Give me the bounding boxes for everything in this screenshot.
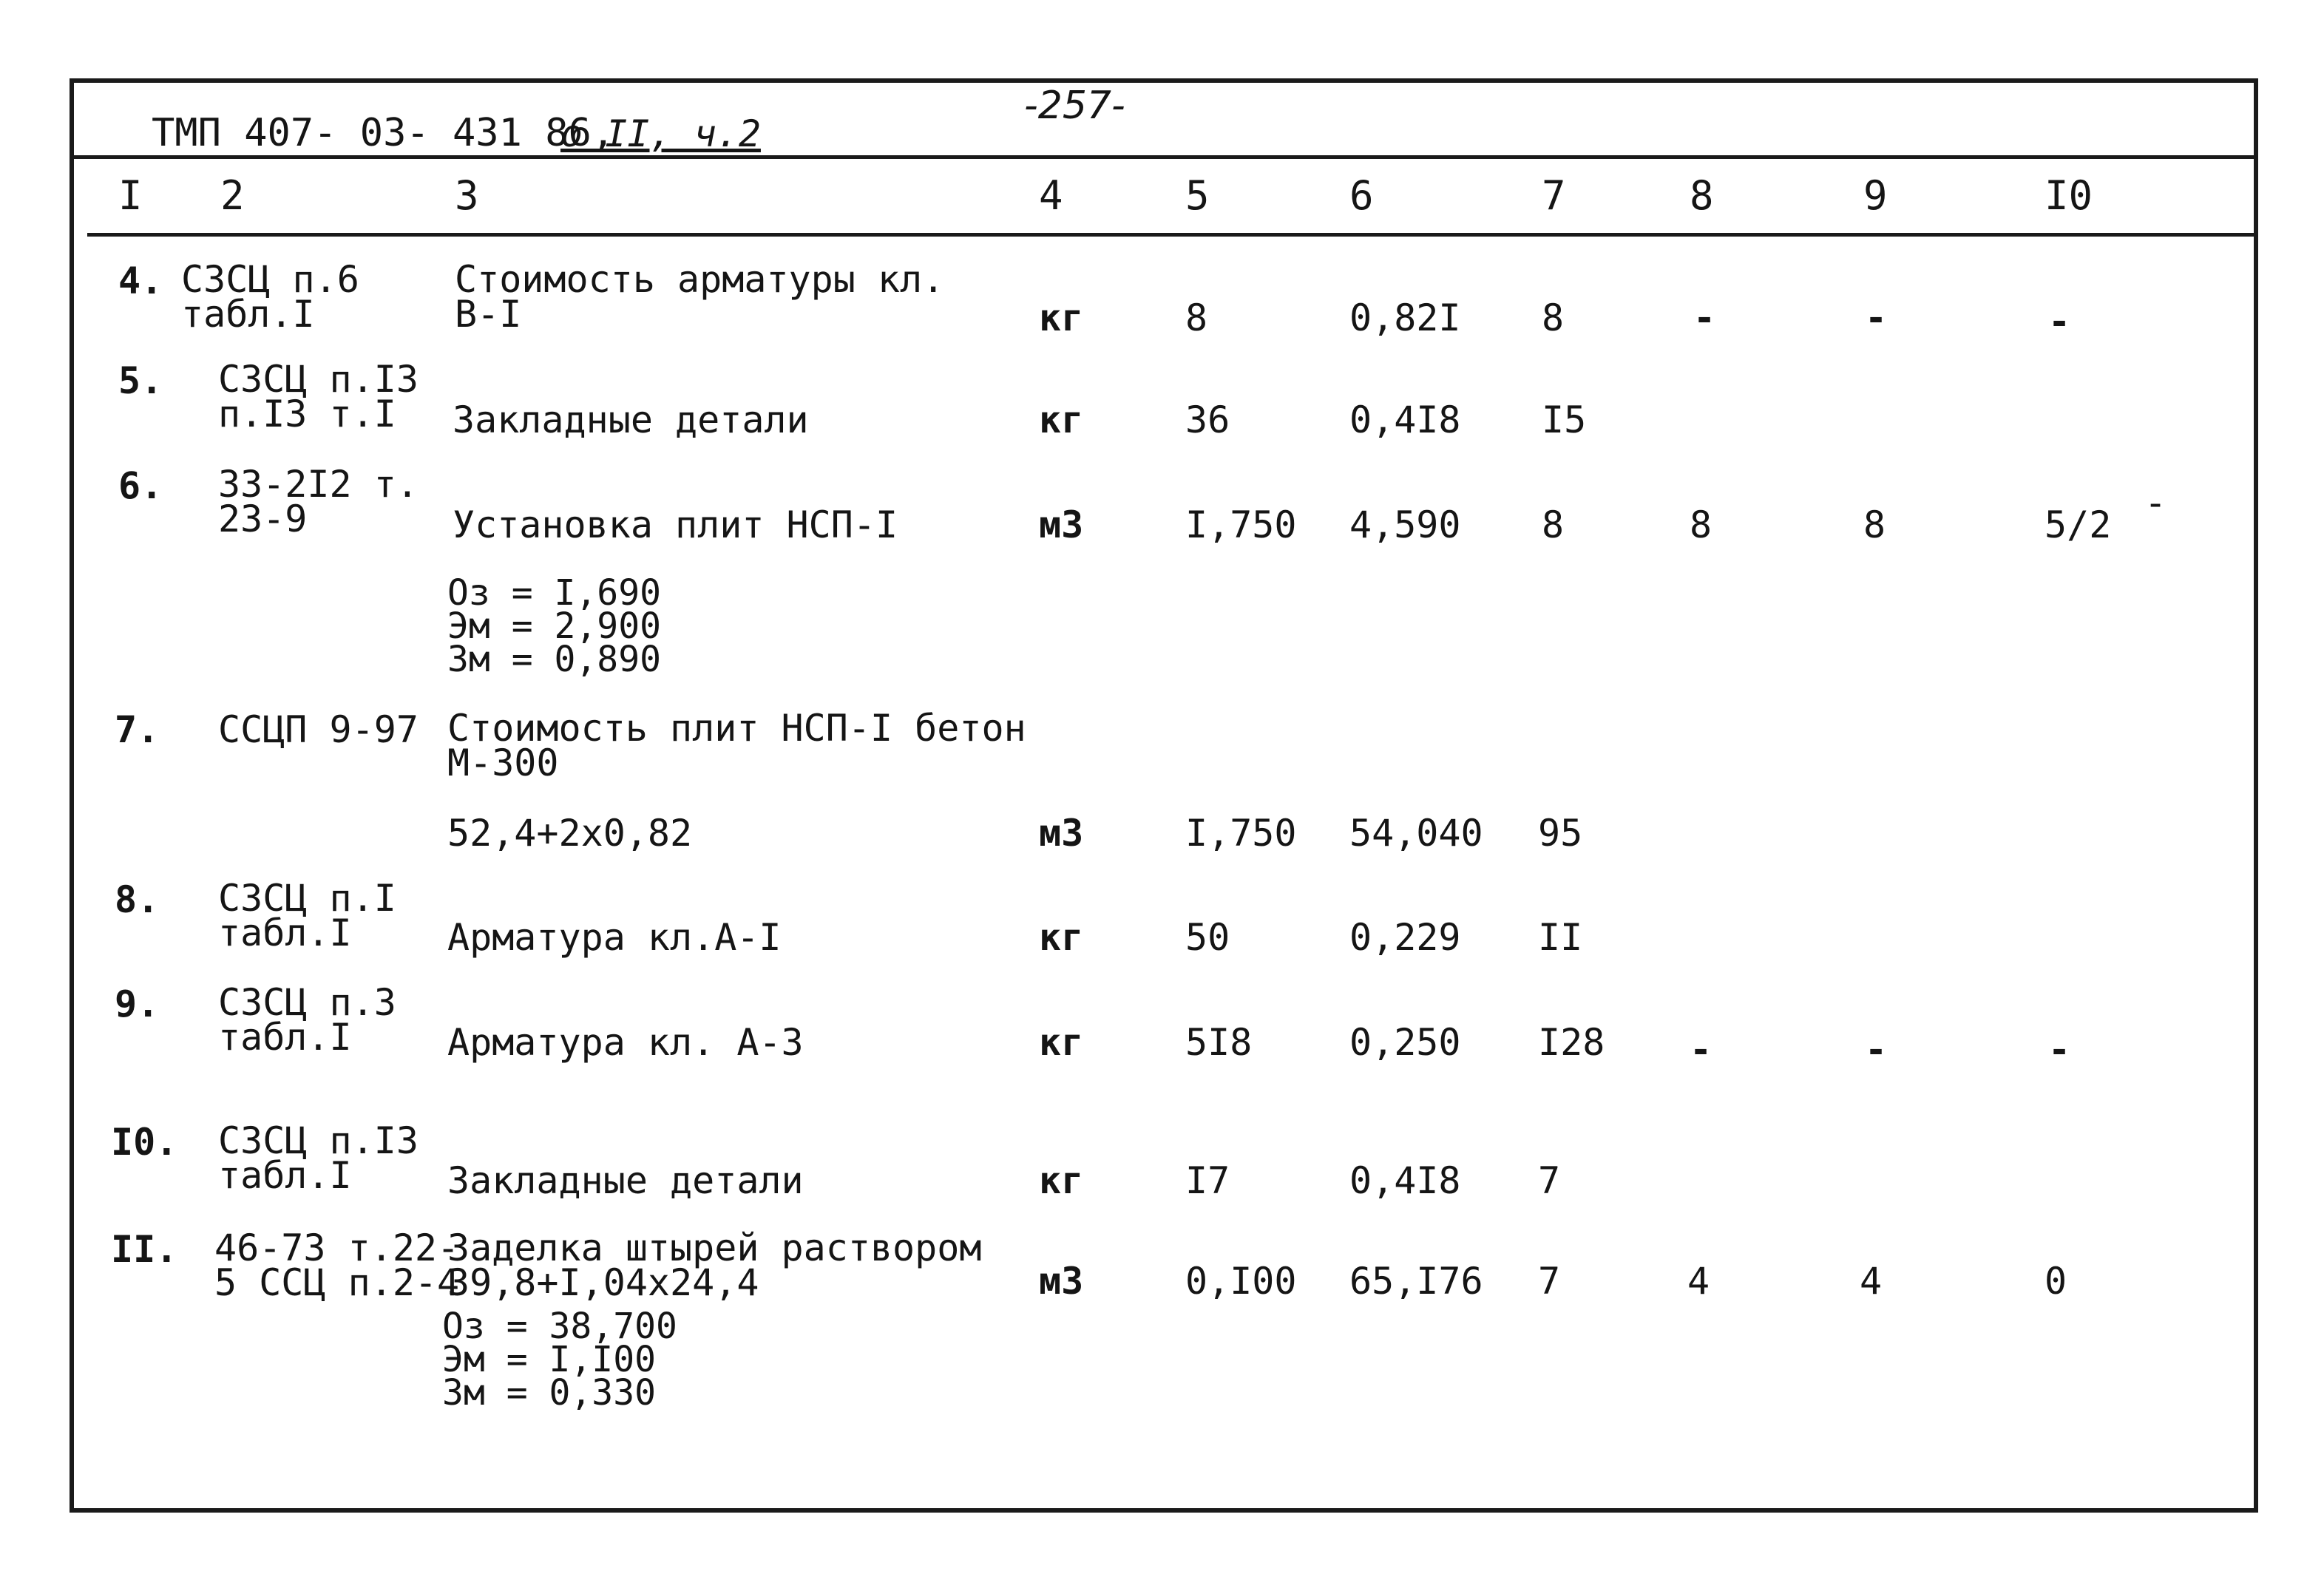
row-description: Установка плит НСП-I bbox=[453, 503, 898, 546]
row-col8: - bbox=[1693, 296, 1716, 339]
header-rule bbox=[74, 155, 2254, 159]
row-reference: ССЦП 9-97 bbox=[218, 708, 419, 751]
row-quantity: I,750 bbox=[1185, 812, 1297, 855]
col-header-10: I0 bbox=[2044, 172, 2093, 219]
row-unit-cost: 0,250 bbox=[1349, 1021, 1461, 1064]
row-col8: 4 bbox=[1687, 1260, 1710, 1303]
row-description: Заделка штырей раствором 39,8+I,04х24,4 bbox=[447, 1226, 982, 1304]
row-unit: м3 bbox=[1039, 812, 1084, 855]
row-unit-cost: 0,4I8 bbox=[1349, 1159, 1461, 1202]
col-header-8: 8 bbox=[1690, 172, 1714, 219]
row-quantity: I,750 bbox=[1185, 503, 1297, 546]
row-col9: 8 bbox=[1863, 503, 1886, 546]
row-reference: 33-2I2 т. 23-9 bbox=[218, 463, 419, 540]
row-description: Стоимость плит НСП-I бетон М-300 bbox=[447, 707, 1026, 784]
col-header-4: 4 bbox=[1039, 172, 1063, 219]
row-number: 4. bbox=[118, 259, 163, 302]
row-number: 5. bbox=[118, 359, 163, 402]
row-norm-breakdown: Оз = I,690 Эм = 2,900 Зм = 0,890 bbox=[447, 572, 661, 681]
row-quantity: I7 bbox=[1185, 1159, 1230, 1202]
row-col10: - bbox=[2048, 300, 2071, 343]
row-col10: - bbox=[2048, 1028, 2071, 1071]
row-total-cost: 8 bbox=[1542, 296, 1565, 339]
row-col9: - bbox=[1865, 1028, 1888, 1071]
row-reference: СЗСЦ п.6 табл.I bbox=[181, 258, 359, 336]
row-number: I0. bbox=[111, 1121, 178, 1164]
row-col10: 5/2 bbox=[2044, 503, 2112, 546]
row-reference: СЗСЦ п.I3 п.I3 т.I bbox=[218, 358, 419, 435]
row-col9: 4 bbox=[1860, 1260, 1883, 1303]
document-code: ТМП 407- 03- 431 86, bbox=[152, 111, 615, 155]
row-description: Стоимость арматуры кл. В-I bbox=[455, 258, 945, 336]
row-description: Закладные детали bbox=[453, 398, 809, 441]
row-description: Арматура кл. А-3 bbox=[447, 1021, 804, 1064]
col-header-9: 9 bbox=[1863, 172, 1888, 219]
row-calculation: 52,4+2х0,82 bbox=[447, 812, 693, 855]
col-header-2: 2 bbox=[220, 172, 245, 219]
row-description: Арматура кл.А-I bbox=[447, 916, 782, 959]
row-col8: 8 bbox=[1690, 503, 1712, 546]
margin-mark: - bbox=[2144, 481, 2167, 524]
row-unit-cost: 65,I76 bbox=[1349, 1260, 1483, 1303]
col-header-3: 3 bbox=[455, 172, 479, 219]
row-unit-cost: 0,229 bbox=[1349, 916, 1461, 959]
row-number: 6. bbox=[118, 464, 163, 507]
row-unit: м3 bbox=[1039, 503, 1084, 546]
row-unit: кг bbox=[1039, 398, 1084, 441]
page-number: -257- bbox=[1024, 84, 1125, 128]
row-quantity: 0,I00 bbox=[1185, 1260, 1297, 1303]
row-unit-cost: 0,82I bbox=[1349, 296, 1461, 339]
row-total-cost: I5 bbox=[1542, 398, 1587, 441]
row-col9: - bbox=[1865, 296, 1888, 339]
row-description: Закладные детали bbox=[447, 1159, 804, 1202]
row-unit: м3 bbox=[1039, 1260, 1084, 1303]
row-col8: - bbox=[1690, 1028, 1712, 1071]
row-number: 9. bbox=[115, 983, 160, 1025]
row-reference: СЗСЦ п.I3 табл.I bbox=[218, 1119, 419, 1197]
row-unit: кг bbox=[1039, 296, 1084, 339]
row-quantity: 5I8 bbox=[1185, 1021, 1253, 1064]
row-reference: 46-73 т.22- 5 ССЦ п.2-4 bbox=[214, 1226, 460, 1304]
row-col10: 0 bbox=[2044, 1260, 2067, 1303]
row-total-cost: 7 bbox=[1538, 1159, 1561, 1202]
col-header-6: 6 bbox=[1349, 172, 1374, 219]
row-quantity: 8 bbox=[1185, 296, 1208, 339]
row-unit-cost: 0,4I8 bbox=[1349, 398, 1461, 441]
row-total-cost: 8 bbox=[1542, 503, 1565, 546]
col-header-5: 5 bbox=[1185, 172, 1210, 219]
row-unit-cost: 4,590 bbox=[1349, 503, 1461, 546]
row-total-cost: 7 bbox=[1538, 1260, 1561, 1303]
row-unit: кг bbox=[1039, 1021, 1084, 1064]
col-header-7: 7 bbox=[1542, 172, 1566, 219]
row-number: 8. bbox=[115, 878, 160, 921]
row-total-cost: 95 bbox=[1538, 812, 1583, 855]
row-quantity: 36 bbox=[1185, 398, 1230, 441]
row-unit-cost: 54,040 bbox=[1349, 812, 1483, 855]
document-section: о II, ч.2 bbox=[560, 112, 761, 155]
row-quantity: 50 bbox=[1185, 916, 1230, 959]
row-reference: СЗСЦ п.3 табл.I bbox=[218, 981, 396, 1059]
column-header-rule bbox=[87, 233, 2254, 237]
row-norm-breakdown: Оз = 38,700 Эм = I,I00 Зм = 0,330 bbox=[442, 1306, 677, 1414]
row-reference: СЗСЦ п.I табл.I bbox=[218, 877, 396, 954]
row-number: II. bbox=[111, 1228, 178, 1271]
col-header-1: I bbox=[118, 172, 143, 219]
row-number: 7. bbox=[115, 708, 160, 751]
row-unit: кг bbox=[1039, 916, 1084, 959]
row-total-cost: II bbox=[1538, 916, 1583, 959]
row-unit: кг bbox=[1039, 1159, 1084, 1202]
row-total-cost: I28 bbox=[1538, 1021, 1605, 1064]
